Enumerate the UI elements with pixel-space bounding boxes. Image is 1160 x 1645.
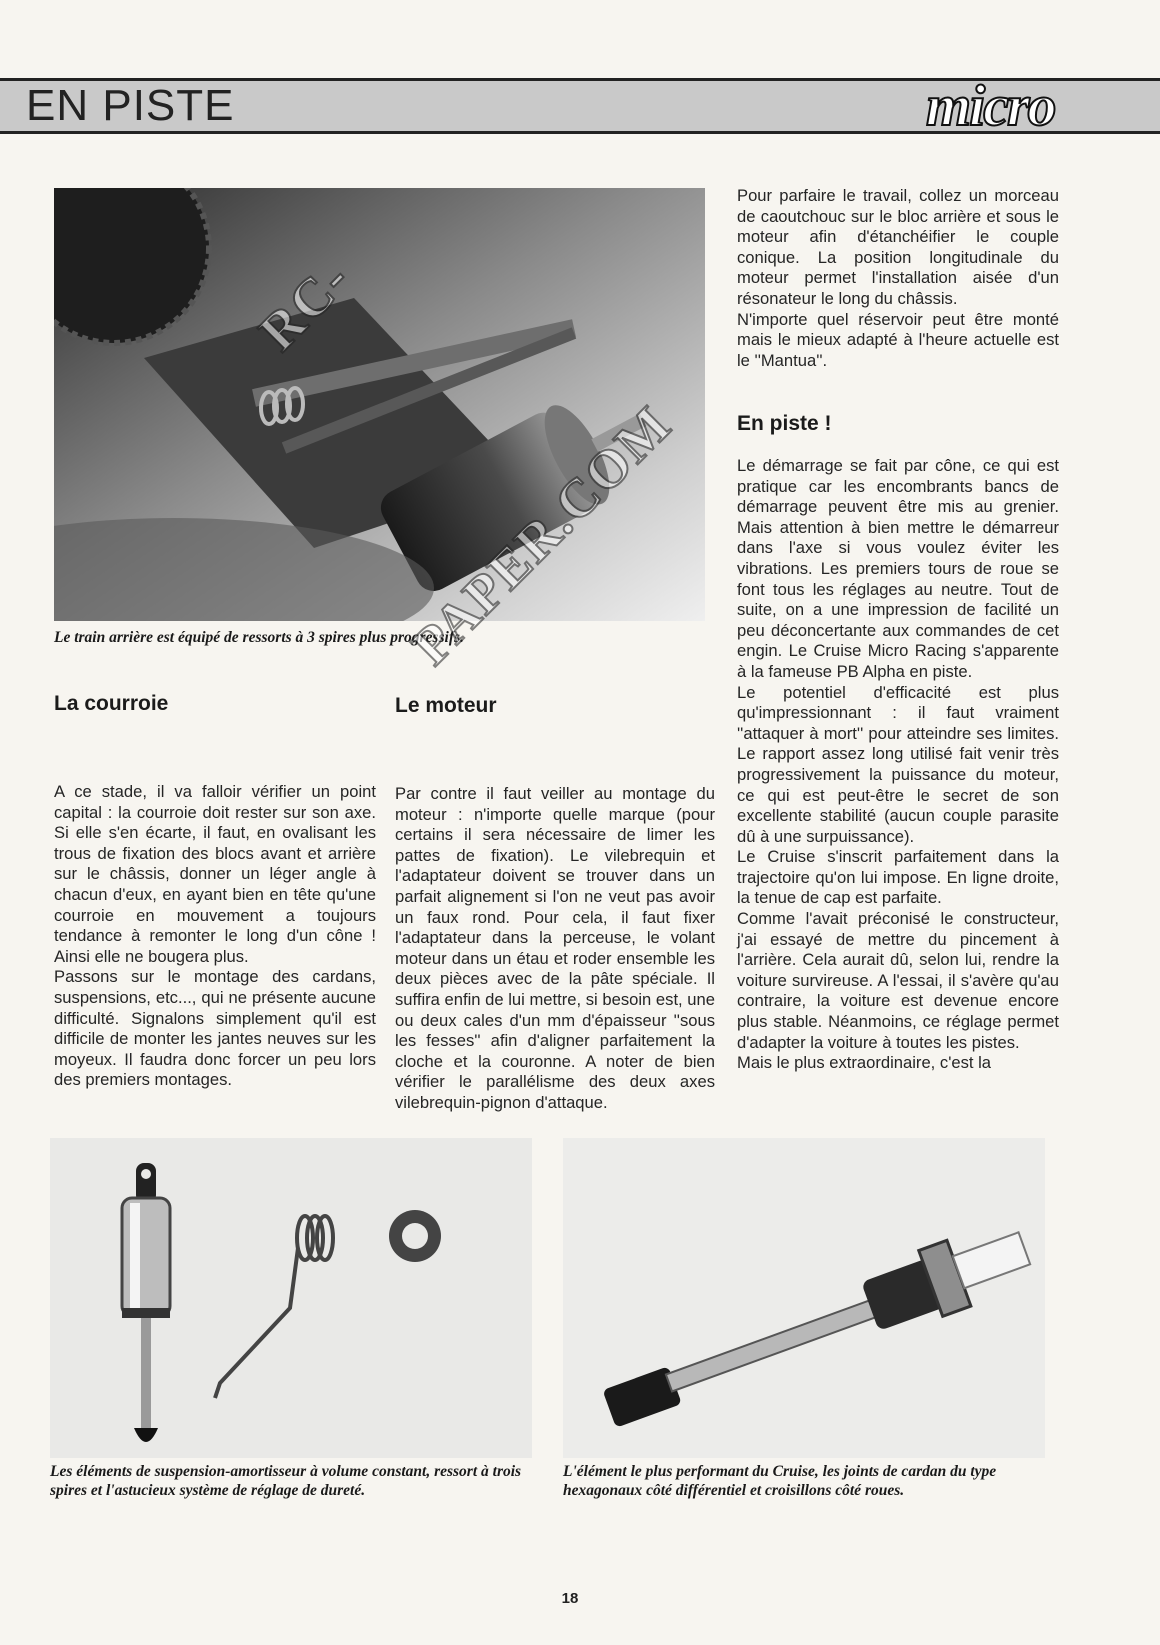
heading-la-courroie: La courroie [54,692,169,715]
bottom-left-caption: Les éléments de suspension-amortisseur à volume constant, ressort à trois spires et l'astucieux système de réglage de dureté. [50,1463,522,1499]
shock-absorber-parts-photo [50,1138,532,1458]
section-title: EN PISTE [26,81,235,130]
rc-paper-watermark: RC-PAPER.COM [247,247,683,677]
heading-le-moteur: Le moteur [395,694,497,717]
cardan-joint-photo [563,1138,1045,1458]
micro-logo: micro [926,73,1055,138]
col1-body: A ce stade, il va falloir vérifier un point capital : la courroie doit rester sur son axe. Si elle s'en écarte, il faut, en ovalisant les trous de fixation des blocs avant et arrière sur le châssis, donner un léger angle à chacun d'eux, en ayant bien en tête qu'une courroie en mouvement a toujours tendance à remonter le long d'un cône ! Ainsi elle ne bougera plus. Passons sur le montage des cardans, suspensions, etc..., qui ne présente aucune difficulté. Signalons simplement qu'il est difficile de monter les jantes neuves sur les moyeux. Il faudra donc forcer un peu lors des premiers montages. [54,782,376,1090]
page-number: 18 [561,1590,579,1607]
col3-body: Le démarrage se fait par cône, ce qui est pratique car les encombrants bancs de démarrage peuvent être mis au grenier. Mais attention à bien mettre le démarreur dans l'axe si vous voulez éviter les vibrations. Les premiers tours de roue se font tous les réglages au neutre. Tout de suite, on a une impression de facilité un peu déconcertante aux commandes de cet engin. Le Cruise Micro Racing s'apparente à la fameuse PB Alpha en piste. Le potentiel d'efficacité est plus qu'impressionnant : il faut vraiment ''attaquer à mort'' pour atteindre ses limites. Le rapport assez long utilisé fait venir très progressivement la puissance du moteur, ce qui est peut-être le secret de son excellente stabilité (aucun couple parasite dû à une surpuissance). Le Cruise s'inscrit parfaitement dans la trajectoire qu'on lui impose. En ligne droite, la tenue de cap est parfaite. Comme l'avait préconisé le constructeur, j'ai essayé de mettre du pincement à l'arrière. Cela aurait dû, selon lui, rendre la voiture survireuse. A l'essai, il s'avère qu'au contraire, la voiture est devenue encore plus stable. Néanmoins, ce réglage permet d'adapter la voiture à toutes les pistes. Mais le plus extraordinaire, c'est la [737,456,1059,1073]
col3-intro: Pour parfaire le travail, collez un morceau de caoutchouc sur le bloc arrière et sous le moteur afin d'étanchéifier le couple conique. La position longitudinale du moteur permet l'installation aisée d'un résonateur le long du châssis. N'importe quel réservoir peut être monté mais le mieux adapté à l'heure actuelle est le ''Mantua''. [737,186,1059,370]
col2-body: Par contre il faut veiller au montage du moteur : n'importe quelle marque (pour certains il sera nécessaire de limer les pattes de fixation). Le vilebrequin et l'adaptateur doivent se trouver dans un parfait alignement si l'on ne veut pas avoir un faux rond. Pour cela, il faut fixer l'adaptateur dans la perceuse, le volant moteur dans un étau et roder ensemble les deux pièces avec de la pâte spéciale. Il suffira enfin de lui mettre, si besoin est, une ou deux cales d'un mm d'épaisseur ''sous les fesses'' afin d'aligner parfaitement la cloche et la couronne. A noter de bien vérifier le parallélisme des deux axes vilebrequin-pignon d'attaque. [395,784,715,1112]
top-photo-caption: Le train arrière est équipé de ressorts à 3 spires plus progressifs. [54,629,464,646]
heading-en-piste: En piste ! [737,412,832,435]
bottom-right-caption: L'élément le plus performant du Cruise, les joints de cardan du type hexagonaux côté différentiel et croisillons côté roues. [563,1463,997,1499]
